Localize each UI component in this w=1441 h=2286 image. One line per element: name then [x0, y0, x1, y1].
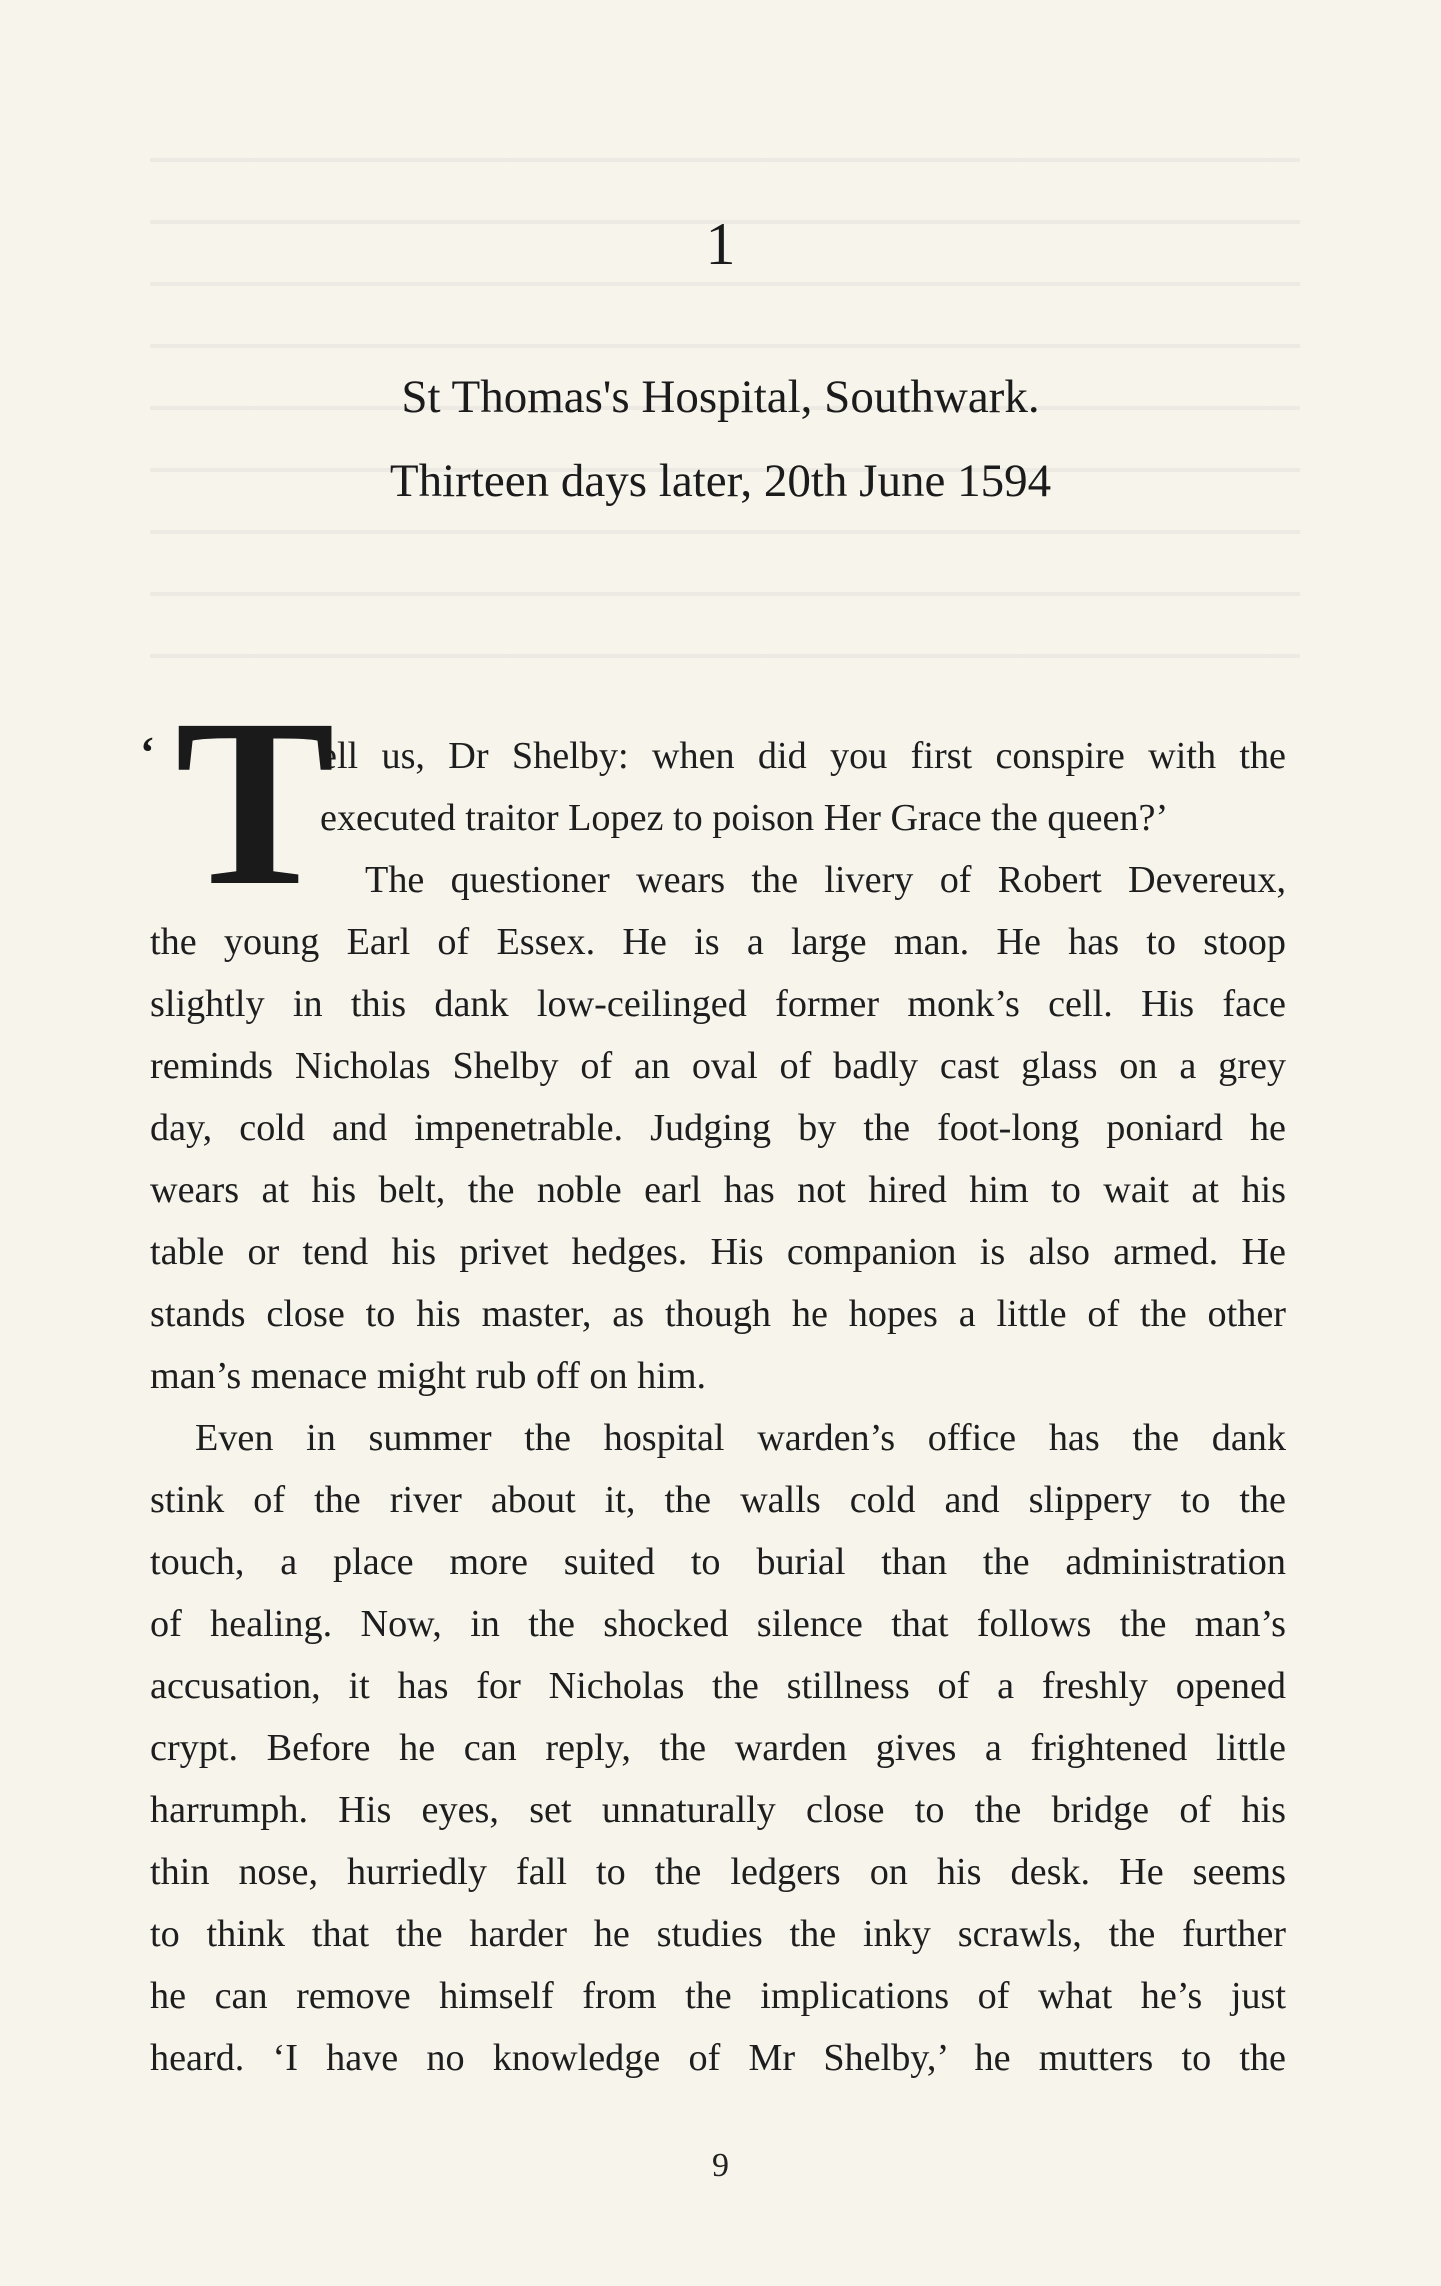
chapter-number: 1 [705, 211, 736, 277]
text-line: he can remove himself from the implications of what he’s just [150, 1975, 1286, 2017]
text-line: executed traitor Lopez to poison Her Grace the queen?’ [320, 797, 1169, 839]
text-line: man’s menace might rub off on him. [150, 1355, 707, 1397]
chapter-location: St Thomas's Hospital, Southwark. [401, 371, 1040, 423]
text-line: stink of the river about it, the walls cold and slippery to the [150, 1479, 1286, 1521]
text-line: heard. ‘I have no knowledge of Mr Shelby,’ he mutters to the [150, 2037, 1286, 2079]
text-line: accusation, it has for Nicholas the stillness of a freshly opened [150, 1665, 1286, 1707]
text-line: harrumph. His eyes, set unnaturally close to the bridge of his [150, 1789, 1286, 1831]
text-line: reminds Nicholas Shelby of an oval of badly cast glass on a grey [150, 1045, 1286, 1087]
text-line: crypt. Before he can reply, the warden gives a frightened little [150, 1727, 1286, 1769]
text-line: The questioner wears the livery of Robert Devereux, [365, 859, 1286, 901]
text-line: stands close to his master, as though he hopes a little of the other [150, 1293, 1286, 1335]
text-line: thin nose, hurriedly fall to the ledgers on his desk. He seems [150, 1851, 1286, 1893]
text-line: touch, a place more suited to burial than the administration [150, 1541, 1286, 1583]
drop-cap-block [140, 669, 336, 935]
chapter-heading [0, 355, 1441, 523]
body-text [140, 669, 1286, 2089]
text-line: ell us, Dr Shelby: when did you first conspire with the [320, 735, 1286, 777]
text-line: table or tend his privet hedges. His companion is also armed. He [150, 1231, 1286, 1273]
opening-quote: ‘ [140, 728, 155, 777]
page-number: 9 [712, 2147, 729, 2184]
text-line: of healing. Now, in the shocked silence that follows the man’s [150, 1603, 1286, 1645]
chapter-time: Thirteen days later, 20th June 1594 [389, 455, 1052, 507]
text-line: wears at his belt, the noble earl has not hired him to wait at his [150, 1169, 1286, 1211]
drop-cap: T [175, 669, 336, 935]
text-line: Even in summer the hospital warden’s office has the dank [195, 1417, 1286, 1459]
text-line: slightly in this dank low-ceilinged former monk’s cell. His face [150, 983, 1286, 1025]
text-line: the young Earl of Essex. He is a large man. He has to stoop [150, 921, 1286, 963]
text-line: day, cold and impenetrable. Judging by the foot-long poniard he [150, 1107, 1286, 1149]
text-line: to think that the harder he studies the inky scrawls, the further [150, 1913, 1286, 1955]
